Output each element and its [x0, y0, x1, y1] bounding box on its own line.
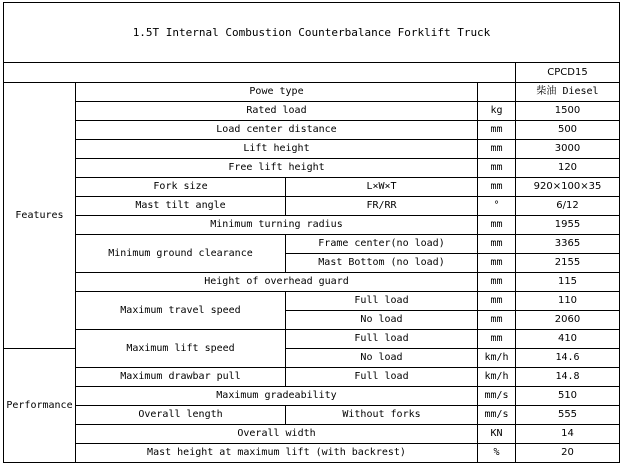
unit-fork-size: mm: [478, 178, 516, 197]
value-overhead-guard: 115: [516, 273, 620, 292]
label-load-center: Load center distance: [76, 121, 478, 140]
row-overhead-guard: [4, 273, 620, 292]
value-mast-tilt: 6/12: [516, 197, 620, 216]
unit-free-lift: mm: [478, 159, 516, 178]
row-lift-speed-1: [4, 330, 620, 349]
label-turning-radius: Minimum turning radius: [76, 216, 478, 235]
label-gradeability: Maximum gradeability: [76, 387, 478, 406]
label-overall-length: Overall length: [76, 406, 286, 425]
section-performance: Performance: [4, 349, 76, 463]
unit-overall-length: mm/s: [478, 406, 516, 425]
sub-drawbar-pull: Full load: [286, 368, 478, 387]
value-lift-speed-full: 410: [516, 330, 620, 349]
row-load-center: [4, 121, 620, 140]
row-drawbar-pull: [4, 368, 620, 387]
unit-travel-speed-no: mm: [478, 311, 516, 330]
label-overall-width: Overall width: [76, 425, 478, 444]
value-mast-height: 20: [516, 444, 620, 463]
label-fork-size: Fork size: [76, 178, 286, 197]
row-rated-load: [4, 102, 620, 121]
spec-table: [3, 2, 620, 463]
unit-mast-tilt: °: [478, 197, 516, 216]
value-lift-speed-no: 14.6: [516, 349, 620, 368]
value-gradeability: 510: [516, 387, 620, 406]
row-mast-height: [4, 444, 620, 463]
value-travel-speed-no: 2060: [516, 311, 620, 330]
row-turning-radius: [4, 216, 620, 235]
sub-travel-speed-full: Full load: [286, 292, 478, 311]
row-power-type: [4, 83, 620, 102]
sub-ground-clearance-mast: Mast Bottom (no load): [286, 254, 478, 273]
value-overall-width: 14: [516, 425, 620, 444]
model-row: [4, 63, 620, 83]
unit-mast-height: %: [478, 444, 516, 463]
row-gradeability: [4, 387, 620, 406]
label-drawbar-pull: Maximum drawbar pull: [76, 368, 286, 387]
sub-overall-length: Without forks: [286, 406, 478, 425]
sub-travel-speed-no: No load: [286, 311, 478, 330]
value-load-center: 500: [516, 121, 620, 140]
value-free-lift: 120: [516, 159, 620, 178]
row-mast-tilt: [4, 197, 620, 216]
model-name: CPCD15: [516, 63, 620, 83]
value-lift-height: 3000: [516, 140, 620, 159]
unit-drawbar-pull: km/h: [478, 368, 516, 387]
row-travel-speed-1: [4, 292, 620, 311]
value-turning-radius: 1955: [516, 216, 620, 235]
value-ground-clearance-mast: 2155: [516, 254, 620, 273]
value-ground-clearance-frame: 3365: [516, 235, 620, 254]
unit-lift-height: mm: [478, 140, 516, 159]
unit-overall-width: KN: [478, 425, 516, 444]
value-travel-speed-full: 110: [516, 292, 620, 311]
unit-ground-clearance-frame: mm: [478, 235, 516, 254]
unit-turning-radius: mm: [478, 216, 516, 235]
sub-lift-speed-no: No load: [286, 349, 478, 368]
label-overhead-guard: Height of overhead guard: [76, 273, 478, 292]
value-power-type: 柴油 Diesel: [516, 83, 620, 102]
label-rated-load: Rated load: [76, 102, 478, 121]
unit-travel-speed-full: mm: [478, 292, 516, 311]
value-rated-load: 1500: [516, 102, 620, 121]
unit-rated-load: kg: [478, 102, 516, 121]
sub-ground-clearance-frame: Frame center(no load): [286, 235, 478, 254]
row-overall-width: [4, 425, 620, 444]
label-ground-clearance: Minimum ground clearance: [76, 235, 286, 273]
label-mast-height: Mast height at maximum lift (with backrest): [76, 444, 478, 463]
row-lift-height: [4, 140, 620, 159]
title-row: [4, 3, 620, 63]
row-free-lift: [4, 159, 620, 178]
value-overall-length: 555: [516, 406, 620, 425]
label-lift-height: Lift height: [76, 140, 478, 159]
unit-gradeability: mm/s: [478, 387, 516, 406]
unit-lift-speed-no: km/h: [478, 349, 516, 368]
unit-overhead-guard: mm: [478, 273, 516, 292]
unit-load-center: mm: [478, 121, 516, 140]
sub-mast-tilt: FR/RR: [286, 197, 478, 216]
label-mast-tilt: Mast tilt angle: [76, 197, 286, 216]
unit-ground-clearance-mast: mm: [478, 254, 516, 273]
section-features: Features: [4, 83, 76, 349]
value-fork-size: 920×100×35: [516, 178, 620, 197]
sub-lift-speed-full: Full load: [286, 330, 478, 349]
row-fork-size: [4, 178, 620, 197]
value-drawbar-pull: 14.8: [516, 368, 620, 387]
row-ground-clearance-1: [4, 235, 620, 254]
label-power-type: Powe type: [76, 83, 478, 102]
unit-lift-speed-full: mm: [478, 330, 516, 349]
label-free-lift: Free lift height: [76, 159, 478, 178]
label-lift-speed: Maximum lift speed: [76, 330, 286, 368]
row-overall-length: [4, 406, 620, 425]
sub-fork-size: L×W×T: [286, 178, 478, 197]
model-header-blank: [4, 63, 516, 83]
table-title: 1.5T Internal Combustion Counterbalance Forklift Truck: [4, 3, 620, 63]
unit-power-type: [478, 83, 516, 102]
label-travel-speed: Maximum travel speed: [76, 292, 286, 330]
